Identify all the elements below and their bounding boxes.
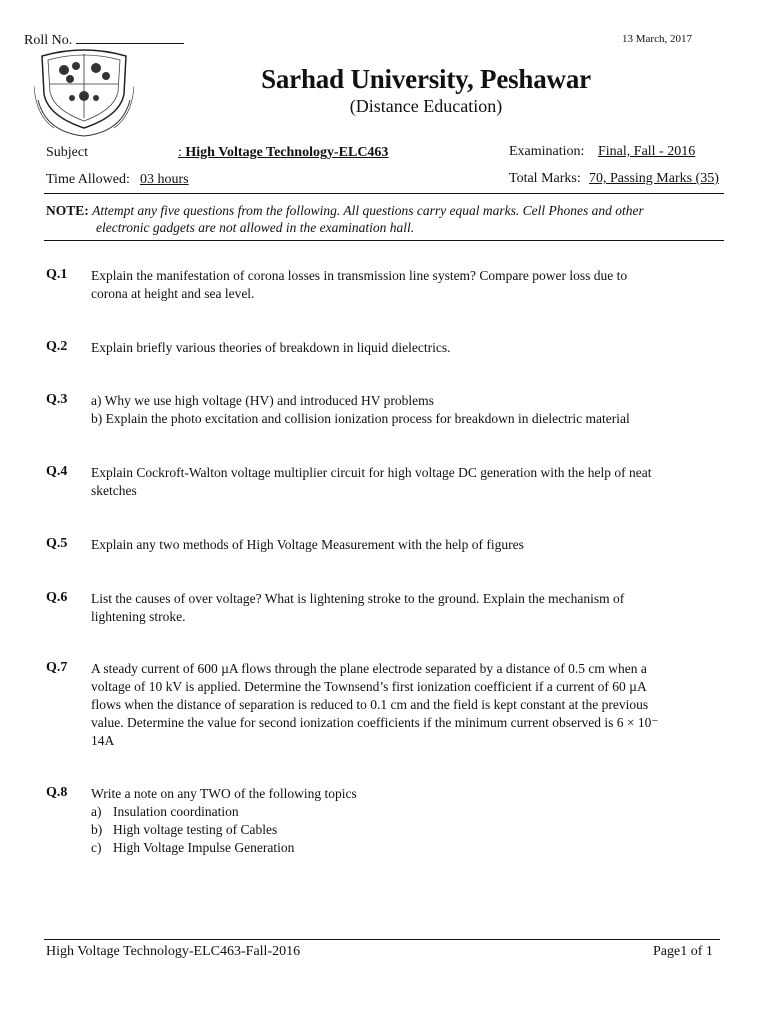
- question-text: [91, 536, 727, 554]
- question-line: 14A: [91, 733, 115, 748]
- header-divider-top: [44, 193, 724, 194]
- question-text: [91, 660, 727, 750]
- footer-course: High Voltage Technology-ELC463-Fall-2016: [46, 944, 301, 959]
- question-line: voltage of 10 kV is applied. Determine the Townsend’s first ionization coefficient if a current of 60 µA: [91, 679, 647, 694]
- header-divider-bottom: [44, 240, 724, 241]
- question-line: corona at height and sea level.: [91, 286, 255, 301]
- option-text: Insulation coordination: [113, 804, 239, 819]
- note-line-1: Attempt any five questions from the following. All questions carry equal marks. Cell Phones and other: [92, 203, 644, 218]
- examination-label: Examination:: [509, 144, 585, 159]
- option-text: High voltage testing of Cables: [113, 822, 278, 837]
- topic-option: [91, 803, 727, 821]
- time-allowed-value: 03 hours: [140, 172, 189, 187]
- note-line-2: electronic gadgets are not allowed in the examination hall.: [96, 220, 415, 235]
- option-text: High Voltage Impulse Generation: [113, 840, 295, 855]
- question-line: Explain the manifestation of corona losses in transmission line system? Compare power loss due to: [91, 268, 628, 283]
- option-key: b): [91, 822, 103, 837]
- roll-label: Roll No.: [24, 33, 73, 48]
- question-line: value. Determine the value for second ionization coefficients if the minimum current observed is 6 × 10⁻: [91, 715, 659, 730]
- topic-option: [91, 821, 727, 839]
- question-number: Q.5: [46, 536, 68, 551]
- question-line: a) Why we use high voltage (HV) and introduced HV problems: [91, 393, 434, 408]
- question-text: [91, 590, 727, 626]
- roll-blank-line: [76, 31, 184, 44]
- question-number: Q.8: [46, 785, 68, 800]
- footer-page-number: Page1 of 1: [653, 944, 713, 959]
- examination-value: Final, Fall - 2016: [598, 144, 696, 159]
- question-text: [91, 392, 727, 428]
- question-text: [91, 464, 727, 500]
- university-name: Sarhad University, Peshawar: [261, 64, 591, 94]
- question-number: Q.7: [46, 660, 68, 675]
- exam-date: 13 March, 2017: [622, 33, 692, 45]
- question-text: [91, 267, 727, 303]
- question-number: Q.4: [46, 464, 68, 479]
- note-label: NOTE:: [46, 203, 89, 218]
- question-line: A steady current of 600 µA flows through the plane electrode separated by a distance of 0.5 cm when a: [91, 661, 647, 676]
- question-line: Explain any two methods of High Voltage Measurement with the help of figures: [91, 537, 524, 552]
- university-crest-logo: [34, 46, 134, 138]
- question-text: [91, 785, 727, 857]
- question-line: List the causes of over voltage? What is lightening stroke to the ground. Explain the mechanism of: [91, 591, 625, 606]
- question-line: lightening stroke.: [91, 609, 186, 624]
- subject-label: Subject: [46, 145, 88, 160]
- question-line: Explain Cockroft-Walton voltage multiplier circuit for high voltage DC generation with the help of neat: [91, 465, 652, 480]
- time-allowed-label: Time Allowed:: [46, 172, 130, 187]
- exam-note: [46, 202, 726, 236]
- total-marks-value: 70, Passing Marks (35): [589, 171, 719, 186]
- university-subtitle: (Distance Education): [349, 96, 503, 116]
- question-line: flows when the distance of separation is reduced to 0.1 cm and the field is kept constant at the previous: [91, 697, 649, 712]
- question-number: Q.2: [46, 339, 68, 354]
- question-number: Q.6: [46, 590, 68, 605]
- question-line: sketches: [91, 483, 137, 498]
- footer-divider: [44, 939, 720, 940]
- question-line: Write a note on any TWO of the following topics: [91, 786, 357, 801]
- topic-option: [91, 839, 727, 857]
- question-number: Q.1: [46, 267, 68, 282]
- subject-value: : High Voltage Technology-ELC463: [178, 145, 389, 160]
- question-text: [91, 339, 727, 357]
- question-line: b) Explain the photo excitation and collision ionization process for breakdown in dielectric material: [91, 411, 630, 426]
- option-key: a): [91, 804, 102, 819]
- question-line: Explain briefly various theories of breakdown in liquid dielectrics.: [91, 340, 451, 355]
- total-marks-label: Total Marks:: [509, 171, 581, 186]
- question-number: Q.3: [46, 392, 68, 407]
- subject-name: High Voltage Technology-ELC463: [185, 145, 389, 160]
- option-key: c): [91, 840, 102, 855]
